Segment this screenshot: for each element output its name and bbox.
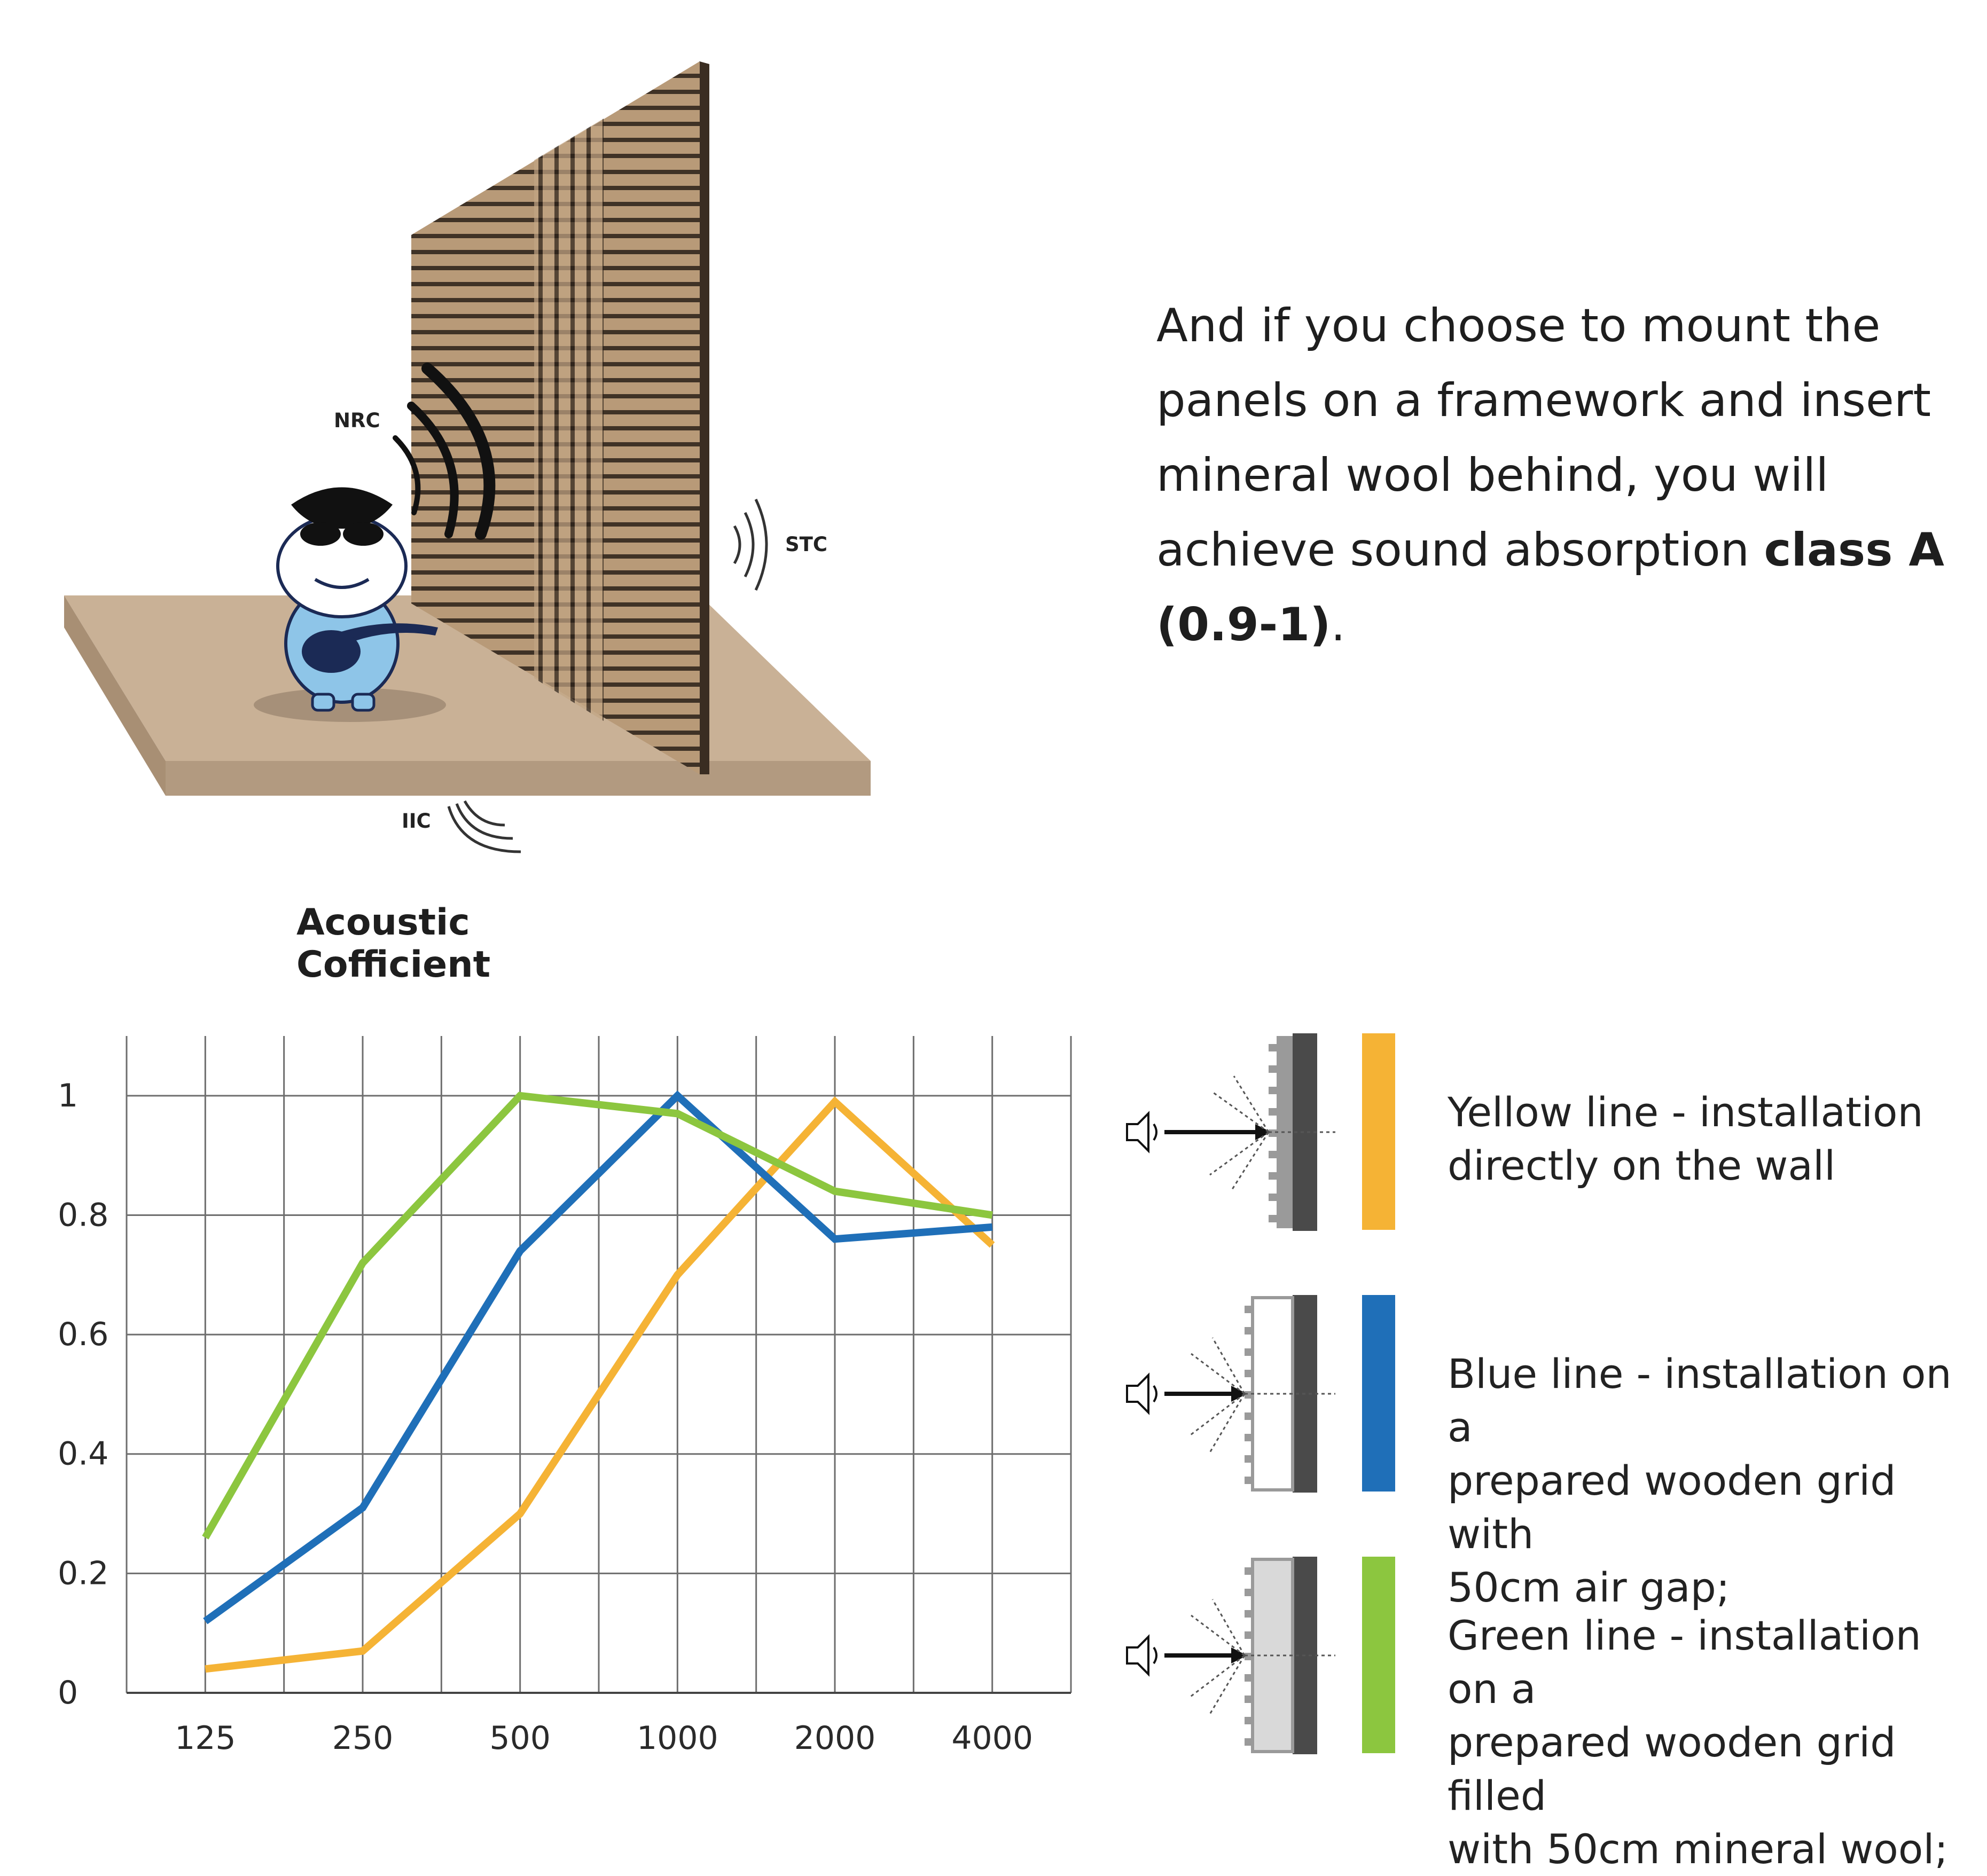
legend-swatch — [1362, 1033, 1395, 1230]
legend-swatch — [1362, 1295, 1395, 1492]
legend-label — [1448, 1609, 1982, 1876]
legend-item-green — [1116, 1557, 1982, 1873]
x-tick-label: 125 — [175, 1720, 236, 1757]
legend-line: Yellow line - installation — [1448, 1088, 1923, 1136]
legend-line: prepared wooden grid with — [1448, 1457, 1896, 1558]
chart-title: Acoustic Cofficient — [296, 901, 491, 986]
nrc-label: NRC — [334, 409, 380, 432]
legend-line: prepared wooden grid filled — [1448, 1718, 1896, 1819]
x-axis-ticks — [175, 1720, 1033, 1757]
intro-paragraph — [1156, 288, 1968, 662]
legend-item-yellow — [1116, 1033, 1982, 1236]
legend-line: directly on the wall — [1448, 1142, 1836, 1189]
legend-swatch — [1362, 1557, 1395, 1753]
chart-grid — [127, 1036, 1071, 1693]
y-tick-label: 0.8 — [58, 1196, 109, 1234]
iic-label: IIC — [402, 810, 431, 833]
x-tick-label: 4000 — [951, 1720, 1034, 1757]
y-tick-label: 1 — [58, 1077, 79, 1114]
x-tick-label: 1000 — [636, 1720, 718, 1757]
intro-suffix: . — [1331, 598, 1345, 652]
y-tick-label: 0.6 — [58, 1316, 109, 1354]
legend-label — [1448, 1086, 1982, 1192]
iic-sound-waves — [449, 801, 521, 852]
y-tick-label: 0 — [58, 1674, 79, 1712]
y-axis-ticks — [58, 1077, 108, 1712]
legend-line: with 50cm mineral wool; — [1448, 1825, 1949, 1873]
x-tick-label: 2000 — [794, 1720, 876, 1757]
legend-item-blue — [1116, 1295, 1982, 1611]
legend-line: Green line - installation on a — [1448, 1612, 1921, 1713]
x-tick-label: 250 — [332, 1720, 394, 1757]
y-tick-label: 0.2 — [58, 1555, 109, 1592]
acoustic-wall-illustration — [0, 0, 908, 865]
wall-mount-diagram-mineral-wool — [1116, 1557, 1351, 1760]
intro-emphasis: class A (0.9-1) — [1156, 523, 1944, 652]
intro-text: And if you choose to mount the panels on a framework and insert mineral wool behind, you will achieve sound absorption — [1156, 299, 1931, 577]
wall-mount-diagram-direct — [1116, 1033, 1351, 1236]
legend-line: Blue line - installation on a — [1448, 1350, 1952, 1451]
y-tick-label: 0.4 — [58, 1435, 109, 1473]
wall-mount-diagram-air-gap — [1116, 1295, 1351, 1498]
x-tick-label: 500 — [489, 1720, 551, 1757]
stc-label: STC — [785, 533, 828, 556]
legend-line: 50cm air gap; — [1448, 1564, 1730, 1611]
stc-sound-waves — [734, 499, 766, 590]
acoustic-coefficient-chart — [0, 1015, 1090, 1773]
